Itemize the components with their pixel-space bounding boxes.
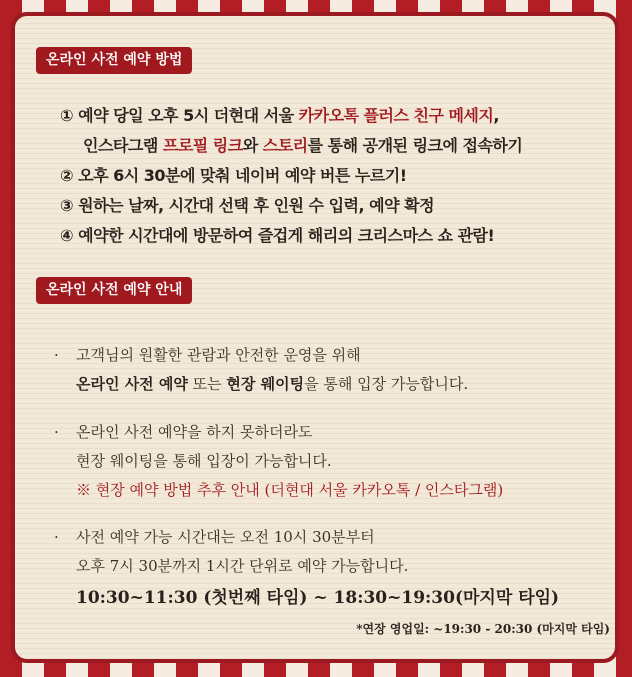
extended-hours-footnote: *연장 영업일: ~19:30 - 20:30 (마지막 타임): [356, 622, 610, 636]
bullet: ·: [54, 528, 59, 546]
step-number: ④: [60, 226, 74, 245]
online-reservation-emphasis: 온라인 사전 예약: [76, 375, 188, 393]
reservation-steps: [60, 101, 615, 251]
info-paragraph-1: · 고객님의 원활한 관람과 안전한 운영을 위해 온라인 사전 예약 또는 현장 웨이팅을 통해 입장 가능합니다.: [54, 341, 614, 399]
step-4: ④ 예약한 시간대에 방문하여 즐겁게 해리의 크리스마스 쇼 관람!: [60, 226, 495, 245]
onsite-waiting-emphasis: 현장 웨이팅: [226, 375, 305, 393]
info-paragraph-2: · 온라인 사전 예약을 하지 못하더라도 현장 웨이팅을 통해 입장이 가능합니다. ※ 현장 예약 방법 추후 안내 (더현대 서울 카카오톡 / 인스타그램): [54, 418, 614, 505]
profile-link-highlight: 프로필 링크: [162, 136, 243, 155]
time-range: 10:30~11:30 (첫번째 타임) ~ 18:30~19:30(마지막 타임): [76, 588, 560, 608]
step-1-continued: 인스타그램 프로필 링크와 스토리를 통해 공개된 링크에 접속하기: [83, 136, 523, 155]
section-title-reservation-method: 온라인 사전 예약 방법: [36, 47, 192, 74]
step-number: ②: [60, 166, 74, 185]
section-title-reservation-info: 온라인 사전 예약 안내: [36, 277, 192, 304]
step-3: ③ 원하는 날짜, 시간대 선택 후 인원 수 입력, 예약 확정: [60, 196, 435, 215]
onsite-notice: ※ 현장 예약 방법 추후 안내 (더현대 서울 카카오톡 / 인스타그램): [76, 481, 504, 499]
step-2: ② 오후 6시 30분에 맞춰 네이버 예약 버튼 누르기!: [60, 166, 407, 185]
step-1: ① 예약 당일 오후 5시 더현대 서울 카카오톡 플러스 친구 메세지,: [60, 106, 499, 125]
bullet: ·: [54, 423, 59, 441]
step-number: ③: [60, 196, 74, 215]
story-highlight: 스토리: [262, 136, 308, 155]
bullet: ·: [54, 346, 59, 364]
kakao-highlight: 카카오톡 플러스 친구 메세지: [298, 106, 494, 125]
step-number: ①: [60, 106, 74, 125]
info-paragraph-3: · 사전 예약 가능 시간대는 오전 10시 30분부터 오후 7시 30분까지 1시간 단위로 예약 가능합니다. 10:30~11:30 (첫번째 타임) ~ 18:30~19:30(마지막 타임): [54, 523, 614, 615]
